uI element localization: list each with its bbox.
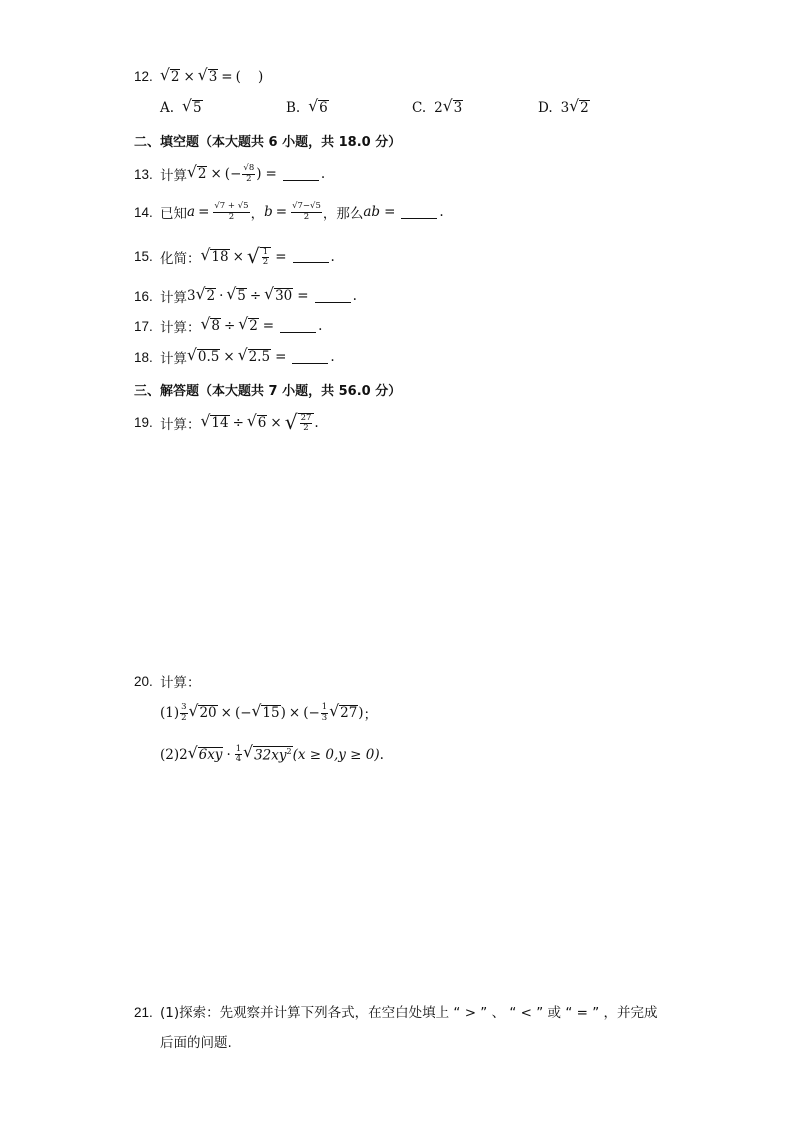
fraction: $\frac{3}{2}$	[181, 702, 187, 723]
section-heading-fill-in: 二、填空题（本大题共 6 小题，共 18.0 分）	[134, 135, 402, 150]
fraction: $\frac{√7 + √5}{2}$	[214, 201, 249, 222]
fraction: $\frac{1}{4}$	[235, 744, 242, 765]
question-16: 16. 计算 3 √ 2 · √ 5 ÷ √ 30 = .	[134, 285, 357, 306]
question-12: 12. √ 2 × √ 3 = ( )	[134, 66, 264, 85]
answer-blank[interactable]	[293, 250, 329, 263]
question-13: 13. 计算 √ 2 × (− $\frac{√8}{2}$ ) = .	[134, 163, 326, 184]
question-20: 20. 计算：	[134, 673, 201, 691]
option-a: A. √ 5	[160, 97, 202, 116]
fraction: $\frac{27}{2}$	[300, 413, 312, 434]
fraction: $\frac{√8}{2}$	[243, 163, 255, 184]
answer-paren: ( )	[235, 68, 264, 85]
option-b: B. √ 6	[286, 97, 328, 116]
question-20-part-2: (2) 2 √ 6xy · $\frac{1}{4}$ √ $32xy^2$ (x ≥ 0,y ≥ 0) .	[160, 743, 384, 765]
question-19: 19. 计算： √ 14 ÷ √ 6 × √ $\frac{27}{2}$ .	[134, 410, 319, 434]
question-18: 18. 计算 √ 0.5 × √ 2.5 = .	[134, 346, 335, 367]
section-heading-answer: 三、解答题（本大题共 7 小题，共 56.0 分）	[134, 384, 402, 399]
sqrt-expression: √ 3	[197, 66, 218, 85]
fraction: $\frac{√7-√5}{2}$	[292, 201, 321, 222]
question-15: 15. 化简： √ 18 × √ $\frac{1}{2}$ = .	[134, 244, 335, 268]
question-17: 17. 计算： √ 8 ÷ √ 2 = .	[134, 315, 323, 336]
question-21: 21. (1)探索：先观察并计算下列各式，在空白处填上 “ > ” 、 “ < ” 或 “ = ” ，并完成后面的问题.	[134, 1005, 658, 1051]
answer-blank[interactable]	[292, 351, 328, 364]
sqrt-expression: √ 2	[160, 66, 180, 85]
question-14: 14. 已知 a = $\frac{√7 + √5}{2}$ ， b = $\frac{√7-√5}{2}$ ，那么 ab = .	[134, 201, 444, 222]
answer-blank[interactable]	[280, 320, 316, 333]
answer-blank[interactable]	[401, 206, 437, 219]
fraction: $\frac{1}{3}$	[321, 702, 328, 723]
fraction: $\frac{1}{2}$	[262, 247, 269, 268]
option-d: D. 3 √ 2	[538, 97, 589, 116]
option-c: C. 2 √ 3	[412, 97, 463, 116]
answer-blank[interactable]	[283, 168, 319, 181]
answer-blank[interactable]	[315, 290, 351, 303]
question-20-part-1: (1) $\frac{3}{2}$ √ 20 × (− √ 15 ) × (− $\frac{1}{3}$ √ 27 ) ；	[160, 702, 378, 723]
question-number: 12.	[134, 69, 153, 85]
